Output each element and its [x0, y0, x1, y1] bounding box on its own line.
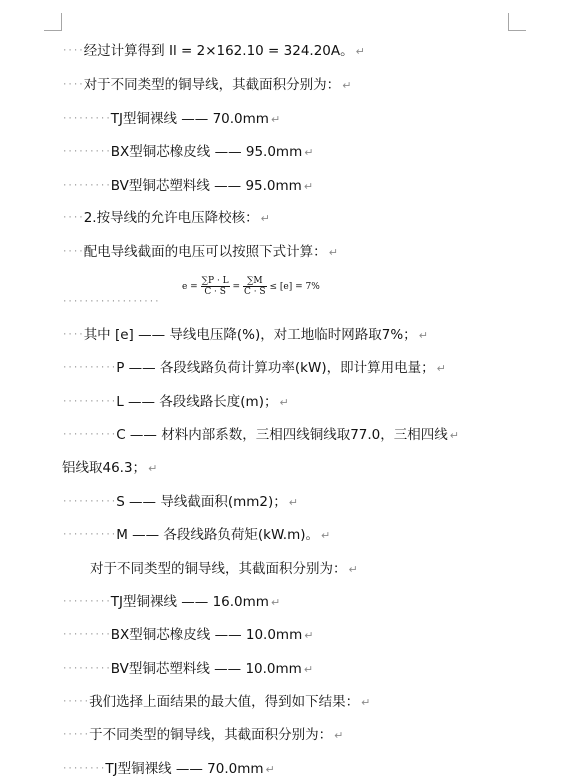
line-text: BX型铜芯橡皮线 —— 95.0mm: [110, 144, 303, 160]
doc-line-17: [62, 624, 313, 646]
doc-line-4: [62, 141, 313, 163]
line-text: 对于不同类型的铜导线，其截面积分别为：: [90, 561, 347, 577]
formula-numerator-2: ∑M: [243, 276, 267, 287]
paragraph-mark-icon: ↵: [279, 396, 289, 409]
paragraph-mark-icon: ↵: [348, 563, 358, 576]
leader-dots: ········: [62, 764, 106, 774]
paragraph-mark-icon: ↵: [303, 663, 314, 676]
doc-line-3: [62, 108, 280, 130]
paragraph-mark-icon: ↵: [436, 362, 446, 375]
doc-line-1: [62, 40, 365, 62]
doc-line-9: [62, 357, 446, 379]
formula-fraction-2: [243, 276, 267, 297]
line-text: TJ型铜裸线 —— 70.0mm: [110, 111, 269, 127]
leader-dots: ·········: [62, 147, 111, 157]
line-text: P —— 各段线路负荷计算功率(kW)，即计算用电量；: [116, 360, 435, 376]
line-text: 我们选择上面结果的最大值，得到如下结果：: [89, 694, 360, 710]
leader-dots: ····: [62, 213, 84, 223]
paragraph-mark-icon: ↵: [304, 146, 314, 159]
formula-denominator-1: C · S: [204, 287, 226, 297]
formula-fraction-1: [201, 276, 230, 297]
line-text: TJ型铜裸线 —— 16.0mm: [110, 594, 269, 610]
leader-dots: ··········: [62, 363, 117, 373]
line-text: BV型铜芯塑料线 —— 95.0mm: [110, 178, 302, 194]
voltage-drop-formula: [182, 276, 320, 312]
doc-line-19: [62, 691, 370, 713]
formula-leader-dots: ··················: [62, 297, 160, 307]
line-text: 铝线取46.3；: [62, 460, 147, 476]
leader-dots: ··········: [62, 430, 117, 440]
leader-dots: ····: [62, 46, 84, 56]
doc-line-5: [62, 175, 313, 197]
line-text: 2.按导线的允许电压降校核：: [83, 210, 259, 226]
line-text: 于不同类型的铜导线，其截面积分别为：: [89, 727, 333, 743]
doc-line-13: [62, 491, 298, 513]
doc-line-12: [62, 457, 157, 479]
leader-dots: ·········: [62, 114, 111, 124]
line-text: 对于不同类型的铜导线，其截面积分别为：: [83, 77, 341, 93]
paragraph-mark-icon: ↵: [304, 629, 314, 642]
line-text: M —— 各段线路负荷矩(kW.m)。: [116, 527, 320, 543]
formula-leader: [62, 291, 160, 313]
line-text: TJ型铜裸线 —— 70.0mm: [105, 761, 264, 777]
formula-rhs: ≤ [e] = 7%: [269, 282, 320, 292]
doc-line-18: [62, 658, 313, 680]
line-text: BX型铜芯橡皮线 —— 10.0mm: [110, 627, 303, 643]
doc-line-8: [62, 324, 428, 346]
line-text: C —— 材料内部系数，三相四线铜线取77.0，三相四线: [116, 427, 448, 443]
doc-line-20: [62, 724, 343, 746]
leader-dots: ··········: [62, 397, 117, 407]
leader-dots: ·········: [62, 597, 111, 607]
paragraph-mark-icon: ↵: [303, 180, 314, 193]
leader-dots: ····: [62, 330, 84, 340]
leader-dots: ·········: [62, 630, 111, 640]
formula-denominator-2: C · S: [243, 287, 266, 297]
doc-line-2: [62, 74, 351, 96]
leader-dots: ·····: [62, 697, 90, 707]
formula-numerator-1: ∑P · L: [201, 276, 229, 286]
line-text: S —— 导线截面积(mm2)；: [116, 494, 287, 510]
paragraph-mark-icon: ↵: [270, 596, 281, 609]
formula-lhs: e =: [182, 282, 198, 292]
leader-dots: ·········: [62, 664, 111, 674]
line-text: BV型铜芯塑料线 —— 10.0mm: [110, 661, 302, 677]
paragraph-mark-icon: ↵: [449, 429, 459, 442]
paragraph-mark-icon: ↵: [260, 212, 270, 225]
leader-dots: ·····: [62, 730, 90, 740]
leader-dots: ··········: [62, 530, 117, 540]
leader-dots: ·········: [62, 181, 111, 191]
line-text: 经过计算得到 Il = 2×162.10 = 324.20A。: [83, 43, 354, 59]
paragraph-mark-icon: ↵: [342, 79, 352, 92]
paragraph-mark-icon: ↵: [418, 329, 428, 342]
page-corner-top-right: [508, 13, 526, 31]
paragraph-mark-icon: ↵: [328, 246, 338, 259]
paragraph-mark-icon: ↵: [361, 696, 371, 709]
doc-line-10: [62, 391, 289, 413]
paragraph-mark-icon: ↵: [288, 496, 298, 509]
doc-line-15: [90, 558, 358, 580]
leader-dots: ··········: [62, 497, 117, 507]
paragraph-mark-icon: ↵: [334, 729, 344, 742]
page-corner-top-left: [44, 13, 62, 31]
paragraph-mark-icon: ↵: [355, 45, 365, 58]
paragraph-mark-icon: ↵: [265, 763, 275, 776]
paragraph-mark-icon: ↵: [321, 529, 331, 542]
line-text: 配电导线截面的电压可以按照下式计算：: [83, 244, 327, 260]
leader-dots: ····: [62, 80, 84, 90]
doc-line-6: [62, 207, 270, 229]
paragraph-mark-icon: ↵: [148, 462, 158, 475]
doc-line-16: [62, 591, 280, 613]
formula-equals: =: [232, 282, 241, 292]
doc-line-14: [62, 524, 330, 546]
paragraph-mark-icon: ↵: [270, 113, 281, 126]
doc-line-7: [62, 241, 338, 263]
line-text: L —— 各段线路长度(m)；: [116, 394, 278, 410]
doc-line-11: [62, 424, 459, 446]
leader-dots: ····: [62, 247, 84, 257]
line-text: 其中 [e] —— 导线电压降(%)，对工地临时网路取7%；: [83, 327, 417, 343]
doc-line-21: [62, 758, 275, 780]
